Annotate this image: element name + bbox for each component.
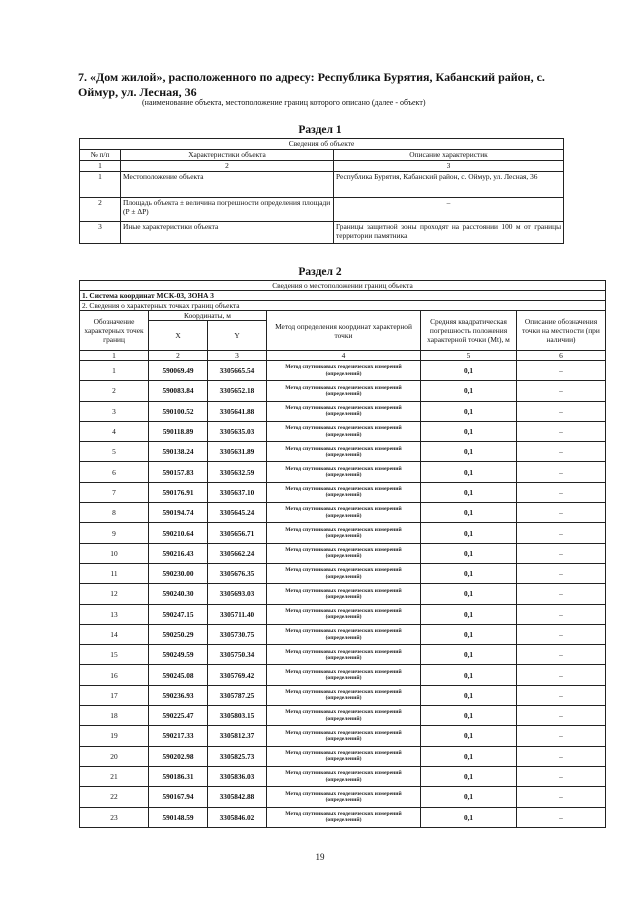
point-y: 3305730.75	[208, 624, 267, 644]
colnum: 3	[208, 351, 267, 361]
point-method: Метод спутниковых геодезических измерений (определений)	[267, 807, 421, 827]
colnum: 2	[121, 161, 334, 172]
point-number: 17	[80, 685, 149, 705]
point-method: Метод спутниковых геодезических измерений (определений)	[267, 361, 421, 381]
table-row	[80, 766, 606, 786]
point-y: 3305836.03	[208, 766, 267, 786]
point-method: Метод спутниковых геодезических измерений (определений)	[267, 787, 421, 807]
point-method: Метод спутниковых геодезических измерений (определений)	[267, 503, 421, 523]
point-number: 15	[80, 645, 149, 665]
point-x: 590225.47	[149, 706, 208, 726]
point-x: 590247.15	[149, 604, 208, 624]
document-heading: 7. «Дом жилой», расположенного по адресу: Республика Бурятия, Кабанский район, с. Оймур, ул. Лесная, 36	[78, 70, 545, 99]
point-mt: 0,1	[421, 766, 517, 786]
table-row	[80, 401, 606, 421]
point-desc: –	[517, 685, 606, 705]
section1-caption: Сведения об объекте	[80, 139, 564, 150]
point-number: 21	[80, 766, 149, 786]
point-y: 3305645.24	[208, 503, 267, 523]
point-desc: –	[517, 665, 606, 685]
point-y: 3305787.25	[208, 685, 267, 705]
point-mt: 0,1	[421, 604, 517, 624]
row-num: 3	[80, 222, 121, 244]
point-desc: –	[517, 401, 606, 421]
row-desc: Границы защитной зоны проходят на расстоянии 100 м от границы территории памятника	[334, 222, 564, 244]
point-desc: –	[517, 624, 606, 644]
point-x: 590216.43	[149, 543, 208, 563]
point-desc: –	[517, 523, 606, 543]
header-num: № п/п	[80, 150, 121, 161]
point-x: 590118.89	[149, 421, 208, 441]
point-mt: 0,1	[421, 523, 517, 543]
header-x: X	[149, 321, 208, 351]
point-y: 3305693.03	[208, 584, 267, 604]
coordinate-system: 1. Система координат МСК-03, ЗОНА 3	[80, 291, 606, 301]
point-number: 2	[80, 381, 149, 401]
point-y: 3305769.42	[208, 665, 267, 685]
point-y: 3305631.89	[208, 442, 267, 462]
point-desc: –	[517, 726, 606, 746]
point-x: 590202.98	[149, 746, 208, 766]
point-x: 590167.94	[149, 787, 208, 807]
point-mt: 0,1	[421, 807, 517, 827]
table-row	[80, 503, 606, 523]
colnum: 1	[80, 351, 149, 361]
point-number: 20	[80, 746, 149, 766]
point-x: 590210.64	[149, 523, 208, 543]
point-y: 3305665.54	[208, 361, 267, 381]
table-row	[80, 665, 606, 685]
point-x: 590148.59	[149, 807, 208, 827]
heading-subnote: (наименование объекта, местоположение границ которого описано (далее - объект)	[142, 98, 426, 107]
point-y: 3305637.10	[208, 482, 267, 502]
point-mt: 0,1	[421, 401, 517, 421]
colnum: 5	[421, 351, 517, 361]
point-mt: 0,1	[421, 665, 517, 685]
point-desc: –	[517, 462, 606, 482]
point-desc: –	[517, 442, 606, 462]
table-row	[80, 482, 606, 502]
point-mt: 0,1	[421, 503, 517, 523]
table-row	[80, 442, 606, 462]
point-x: 590186.31	[149, 766, 208, 786]
point-number: 18	[80, 706, 149, 726]
point-number: 3	[80, 401, 149, 421]
point-x: 590236.93	[149, 685, 208, 705]
point-method: Метод спутниковых геодезических измерений (определений)	[267, 543, 421, 563]
row-name: Иные характеристики объекта	[121, 222, 334, 244]
point-desc: –	[517, 746, 606, 766]
table-row	[80, 624, 606, 644]
point-y: 3305812.37	[208, 726, 267, 746]
point-mt: 0,1	[421, 462, 517, 482]
point-desc: –	[517, 766, 606, 786]
point-number: 13	[80, 604, 149, 624]
table-row	[80, 543, 606, 563]
point-number: 12	[80, 584, 149, 604]
point-mt: 0,1	[421, 361, 517, 381]
point-desc: –	[517, 543, 606, 563]
point-y: 3305641.88	[208, 401, 267, 421]
point-desc: –	[517, 421, 606, 441]
point-mt: 0,1	[421, 442, 517, 462]
point-number: 14	[80, 624, 149, 644]
point-x: 590157.83	[149, 462, 208, 482]
point-x: 590249.59	[149, 645, 208, 665]
row-name: Площадь объекта ± величина погрешности определения площади (Р ± ΔР)	[121, 198, 334, 222]
point-x: 590100.52	[149, 401, 208, 421]
point-number: 16	[80, 665, 149, 685]
point-method: Метод спутниковых геодезических измерений (определений)	[267, 584, 421, 604]
point-method: Метод спутниковых геодезических измерений (определений)	[267, 645, 421, 665]
point-desc: –	[517, 361, 606, 381]
point-x: 590176.91	[149, 482, 208, 502]
point-method: Метод спутниковых геодезических измерений (определений)	[267, 381, 421, 401]
table-row	[80, 584, 606, 604]
point-number: 19	[80, 726, 149, 746]
point-mt: 0,1	[421, 685, 517, 705]
point-number: 6	[80, 462, 149, 482]
point-desc: –	[517, 604, 606, 624]
table-row	[80, 604, 606, 624]
section2-table	[79, 280, 606, 828]
point-number: 5	[80, 442, 149, 462]
colnum: 3	[334, 161, 564, 172]
row-num: 2	[80, 198, 121, 222]
point-method: Метод спутниковых геодезических измерений (определений)	[267, 726, 421, 746]
table-row	[80, 421, 606, 441]
point-desc: –	[517, 787, 606, 807]
point-method: Метод спутниковых геодезических измерений (определений)	[267, 665, 421, 685]
point-method: Метод спутниковых геодезических измерений (определений)	[267, 766, 421, 786]
point-y: 3305656.71	[208, 523, 267, 543]
header-y: Y	[208, 321, 267, 351]
point-mt: 0,1	[421, 624, 517, 644]
point-method: Метод спутниковых геодезических измерений (определений)	[267, 685, 421, 705]
section1-title: Раздел 1	[298, 124, 342, 136]
section1-table	[79, 138, 564, 244]
point-number: 11	[80, 563, 149, 583]
point-x: 590083.84	[149, 381, 208, 401]
table-row	[80, 726, 606, 746]
table-row	[80, 523, 606, 543]
point-method: Метод спутниковых геодезических измерений (определений)	[267, 421, 421, 441]
point-y: 3305662.24	[208, 543, 267, 563]
point-mt: 0,1	[421, 746, 517, 766]
table-row	[80, 746, 606, 766]
point-method: Метод спутниковых геодезических измерений (определений)	[267, 563, 421, 583]
table-row	[80, 645, 606, 665]
point-method: Метод спутниковых геодезических измерений (определений)	[267, 523, 421, 543]
table-row	[80, 685, 606, 705]
point-number: 1	[80, 361, 149, 381]
table-row	[80, 381, 606, 401]
point-number: 23	[80, 807, 149, 827]
point-mt: 0,1	[421, 706, 517, 726]
point-method: Метод спутниковых геодезических измерений (определений)	[267, 482, 421, 502]
header-characteristics: Характеристики объекта	[121, 150, 334, 161]
point-mt: 0,1	[421, 726, 517, 746]
header-description: Описание характеристик	[334, 150, 564, 161]
point-method: Метод спутниковых геодезических измерений (определений)	[267, 624, 421, 644]
colnum: 6	[517, 351, 606, 361]
table-row	[80, 706, 606, 726]
point-y: 3305711.40	[208, 604, 267, 624]
point-y: 3305635.03	[208, 421, 267, 441]
points-caption: 2. Сведения о характерных точках границ объекта	[80, 301, 606, 311]
point-method: Метод спутниковых геодезических измерений (определений)	[267, 746, 421, 766]
point-desc: –	[517, 584, 606, 604]
section2-title: Раздел 2	[298, 266, 342, 278]
point-y: 3305842.88	[208, 787, 267, 807]
colnum: 4	[267, 351, 421, 361]
point-mt: 0,1	[421, 482, 517, 502]
point-method: Метод спутниковых геодезических измерений (определений)	[267, 706, 421, 726]
points-table-body	[80, 361, 606, 828]
header-mt: Средняя квадратическая погрешность положения характерной точки (Mt), м	[421, 311, 517, 351]
point-mt: 0,1	[421, 543, 517, 563]
row-name: Местоположение объекта	[121, 172, 334, 198]
point-x: 590138.24	[149, 442, 208, 462]
point-number: 9	[80, 523, 149, 543]
point-x: 590245.08	[149, 665, 208, 685]
point-desc: –	[517, 503, 606, 523]
point-method: Метод спутниковых геодезических измерений (определений)	[267, 604, 421, 624]
point-desc: –	[517, 706, 606, 726]
point-y: 3305676.35	[208, 563, 267, 583]
point-number: 22	[80, 787, 149, 807]
point-desc: –	[517, 645, 606, 665]
colnum: 2	[149, 351, 208, 361]
section2-caption: Сведения о местоположении границ объекта	[80, 281, 606, 291]
point-number: 8	[80, 503, 149, 523]
page-number: 19	[315, 852, 325, 862]
table-row	[80, 462, 606, 482]
point-desc: –	[517, 482, 606, 502]
point-number: 7	[80, 482, 149, 502]
point-y: 3305846.02	[208, 807, 267, 827]
header-coords: Координаты, м	[149, 311, 267, 321]
table-row	[80, 787, 606, 807]
row-num: 1	[80, 172, 121, 198]
header-method: Метод определения координат характерной точки	[267, 311, 421, 351]
point-y: 3305825.73	[208, 746, 267, 766]
point-mt: 0,1	[421, 381, 517, 401]
point-mt: 0,1	[421, 563, 517, 583]
point-x: 590230.00	[149, 563, 208, 583]
point-method: Метод спутниковых геодезических измерений (определений)	[267, 401, 421, 421]
point-desc: –	[517, 381, 606, 401]
header-point-desc: Описание обозначения точки на местности (при наличии)	[517, 311, 606, 351]
point-method: Метод спутниковых геодезических измерений (определений)	[267, 462, 421, 482]
point-desc: –	[517, 807, 606, 827]
point-mt: 0,1	[421, 645, 517, 665]
point-number: 10	[80, 543, 149, 563]
table-row	[80, 563, 606, 583]
table-row	[80, 807, 606, 827]
point-y: 3305632.59	[208, 462, 267, 482]
point-x: 590194.74	[149, 503, 208, 523]
row-desc: –	[334, 198, 564, 222]
point-desc: –	[517, 563, 606, 583]
row-desc: Республика Бурятия, Кабанский район, с. Оймур, ул. Лесная, 36	[334, 172, 564, 198]
point-y: 3305803.15	[208, 706, 267, 726]
point-y: 3305750.34	[208, 645, 267, 665]
point-number: 4	[80, 421, 149, 441]
point-x: 590240.30	[149, 584, 208, 604]
header-designation: Обозначение характерных точек границ	[80, 311, 149, 351]
table-row	[80, 361, 606, 381]
colnum: 1	[80, 161, 121, 172]
point-y: 3305652.18	[208, 381, 267, 401]
point-x: 590250.29	[149, 624, 208, 644]
point-x: 590069.49	[149, 361, 208, 381]
point-mt: 0,1	[421, 787, 517, 807]
point-mt: 0,1	[421, 584, 517, 604]
point-method: Метод спутниковых геодезических измерений (определений)	[267, 442, 421, 462]
point-x: 590217.33	[149, 726, 208, 746]
point-mt: 0,1	[421, 421, 517, 441]
